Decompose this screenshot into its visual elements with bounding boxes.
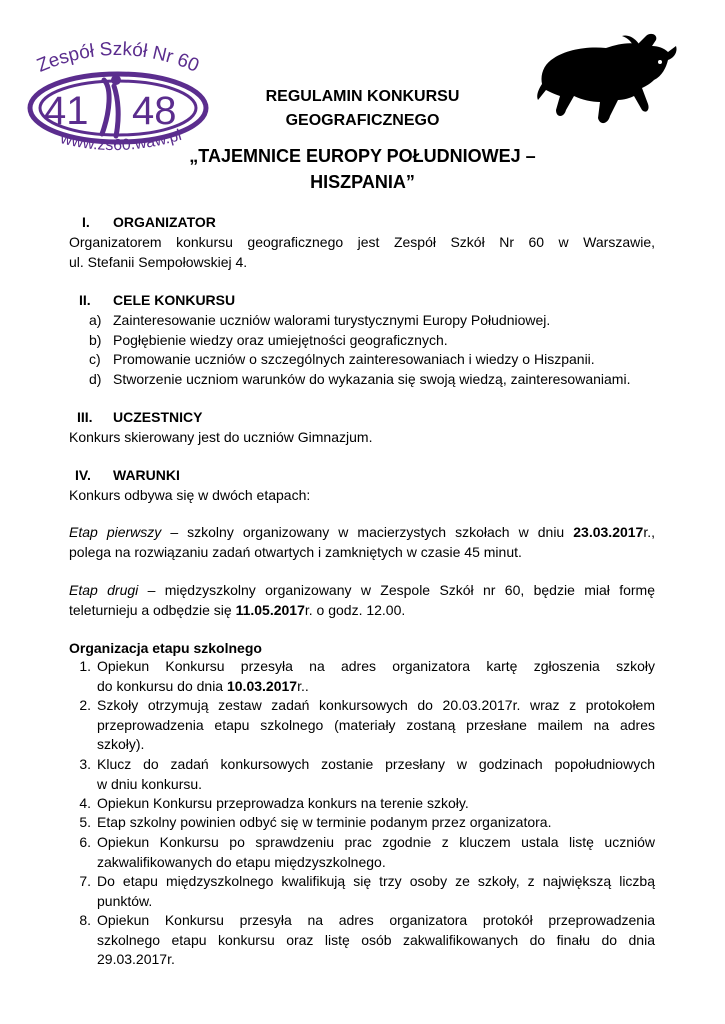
logo-right-number: 48 <box>132 89 177 133</box>
section-1-line-1: Organizatorem konkursu geograficznego jest Zespół Szkół Nr 60 w Warszawie, <box>69 234 655 250</box>
list-item: a) Zainteresowanie uczniów walorami turystycznymi Europy Południowej. <box>89 312 551 328</box>
logo-url-text: www.zs60.waw.pl <box>58 126 184 155</box>
etap-2-line-1: Etap drugi – międzyszkolny organizowany w Zespole Szkół nr 60, będzie miał formę <box>69 582 655 598</box>
org-title: Organizacja etapu szkolnego <box>69 640 262 656</box>
title-line-4: HISZPANIA” <box>310 172 415 192</box>
list-item: c) Promowanie uczniów o szczególnych zainteresowaniach i wiedzy o Hiszpanii. <box>89 351 595 367</box>
section-1-title: ORGANIZATOR <box>113 214 216 230</box>
section-4-number: IV. <box>75 467 91 483</box>
etap-2-line-2: teleturnieju a odbędzie się 11.05.2017r. o godz. 12.00. <box>69 602 406 618</box>
section-1-number: I. <box>82 214 90 230</box>
title-line-1: REGULAMIN KONKURSU <box>265 88 460 105</box>
logo-left-number: 41 <box>44 89 89 133</box>
list-item: b) Pogłębienie wiedzy oraz umiejętności geograficznych. <box>89 332 448 348</box>
section-3-number: III. <box>77 409 93 425</box>
list-item: d) Stworzenie uczniom warunków do wykazania się swoją wiedzą, zainteresowaniami. <box>89 371 631 387</box>
section-4-title: WARUNKI <box>113 467 180 483</box>
section-3-title: UCZESTNICY <box>113 409 203 425</box>
section-4-intro: Konkurs odbywa się w dwóch etapach: <box>69 487 311 503</box>
title-line-3: „TAJEMNICE EUROPY POŁUDNIOWEJ – <box>189 146 536 166</box>
logo-top-text: Zespół Szkół Nr 60 <box>34 38 202 77</box>
etap-1-line-1: Etap pierwszy – szkolny organizowany w macierzystych szkołach w dniu 23.03.2017r., <box>69 524 656 540</box>
svg-text:Zespół Szkół Nr 60 <box>34 39 202 77</box>
section-3-text: Konkurs skierowany jest do uczniów Gimnazjum. <box>69 429 373 445</box>
etap-1-line-2: polega na rozwiązaniu zadań otwartych i zamkniętych w czasie 45 minut. <box>69 544 522 560</box>
section-2-title: CELE KONKURSU <box>113 292 236 308</box>
title-line-2: GEOGRAFICZNEGO <box>285 112 440 129</box>
section-2-number: II. <box>79 292 91 308</box>
section-1-line-2: ul. Stefanii Sempołowskiej 4. <box>69 254 248 270</box>
